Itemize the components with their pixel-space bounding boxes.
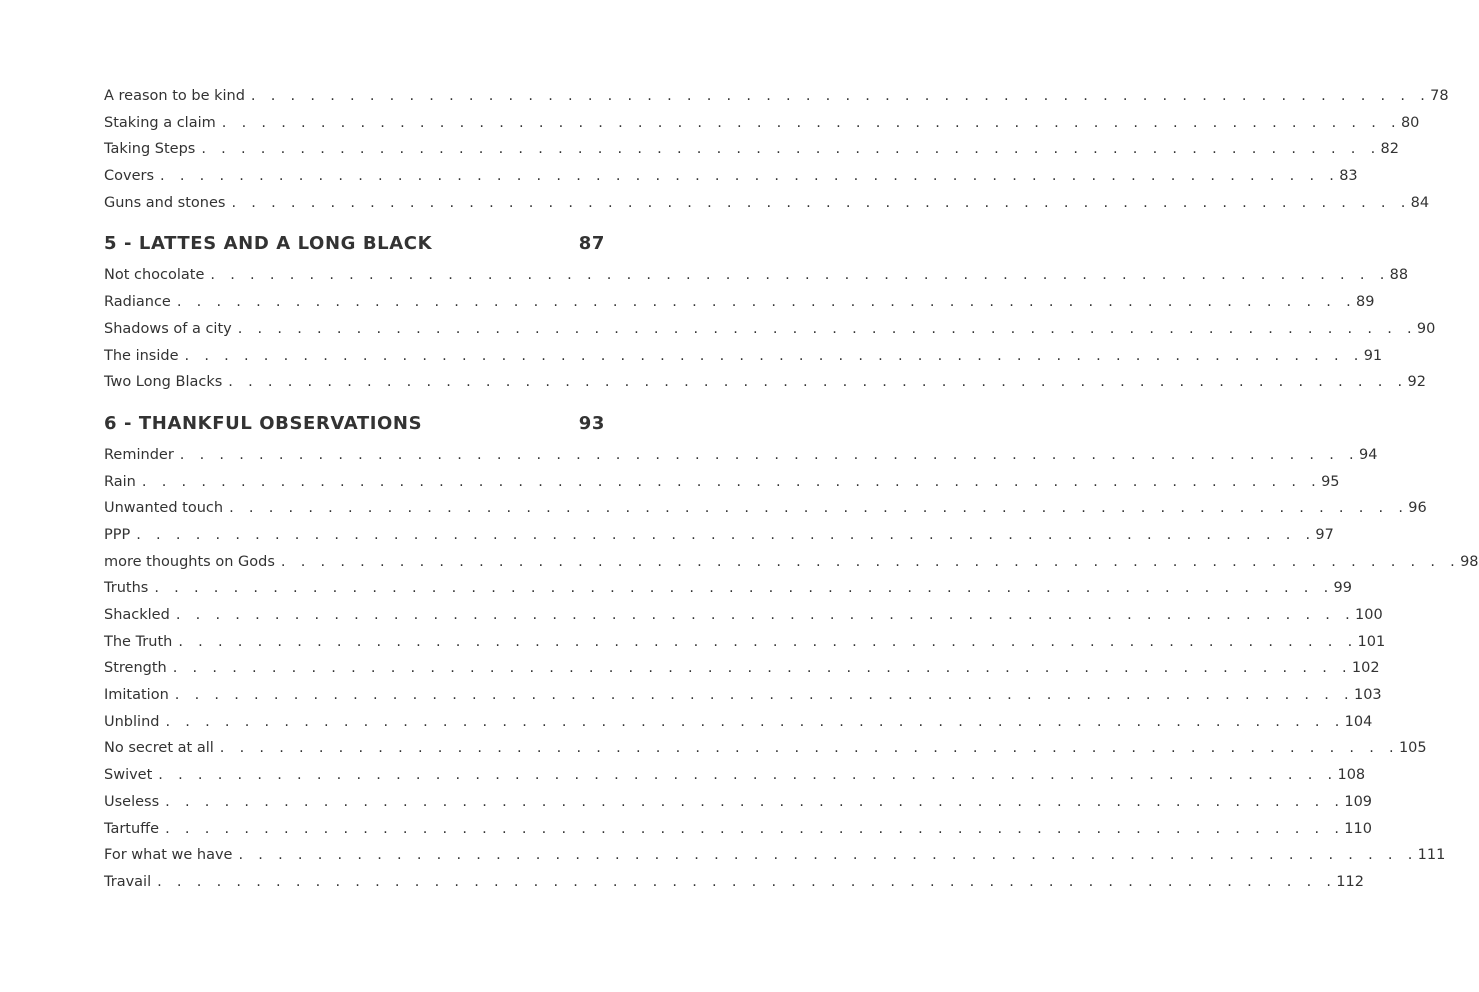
toc-entry-title: No secret at all: [104, 735, 220, 762]
dot-leader: . . . . . . . . . . . . . . . . . . . . . . . . . . . . . . . . . . . . . . . . . . . . . . . . . . . . . . . . . . . .: [157, 873, 1337, 890]
toc-entry-title: A reason to be kind: [104, 83, 251, 110]
dot-leader: . . . . . . . . . . . . . . . . . . . . . . . . . . . . . . . . . . . . . . . . . . . . . . . . . . . . . . . . . . . .: [174, 687, 1354, 704]
toc-entry[interactable]: [104, 469, 1340, 496]
toc-entry-page-number: 88: [1389, 267, 1409, 284]
toc-entry[interactable]: [104, 762, 1366, 789]
dot-leader: . . . . . . . . . . . . . . . . . . . . . . . . . . . . . . . . . . . . . . . . . . . . . . . . . . . . . . . . . . . .: [229, 500, 1409, 517]
toc-entry-page-number: 105: [1398, 740, 1427, 757]
dot-leader: . . . . . . . . . . . . . . . . . . . . . . . . . . . . . . . . . . . . . . . . . . . . . . . . . . . . . . . . . . . .: [175, 607, 1355, 623]
toc-entry-title: The Truth: [104, 629, 178, 656]
toc-entry-page-number: 108: [1337, 767, 1366, 784]
toc-entry-title: The inside: [104, 343, 185, 370]
toc-entry[interactable]: [104, 343, 1383, 370]
section-page-number: 93: [578, 412, 605, 434]
toc-entry[interactable]: [104, 262, 1409, 289]
toc-entry-title: Shadows of a city: [104, 316, 238, 343]
toc-entry-page-number: 102: [1351, 660, 1380, 677]
toc-entry-title: Rain: [104, 469, 142, 496]
toc-group: [104, 83, 1449, 216]
toc-entry-title: For what we have: [104, 842, 238, 869]
toc-entry-title: Unblind: [104, 709, 165, 736]
dot-leader: . . . . . . . . . . . . . . . . . . . . . . . . . . . . . . . . . . . . . . . . . . . . . . . . . . . . . . . . . . . .: [179, 446, 1359, 463]
toc-entry-page-number: 112: [1336, 873, 1364, 890]
toc-entry-title: Two Long Blacks: [104, 369, 228, 396]
toc-group: [104, 442, 1479, 896]
toc-group: [104, 262, 1436, 395]
dot-leader: . . . . . . . . . . . . . . . . . . . . . . . . . . . . . . . . . . . . . . . . . . . . . . . . . . . . . . . . . . . .: [176, 294, 1357, 311]
dot-leader: . . . . . . . . . . . . . . . . . . . . . . . . . . . . . . . . . . . . . . . . . . . . . . . . . . . . . . . . . . . .: [136, 526, 1316, 543]
toc-entry-page-number: 80: [1400, 114, 1420, 131]
toc-entry-page-number: 95: [1321, 473, 1340, 490]
toc-entry[interactable]: [104, 789, 1373, 816]
dot-leader: . . . . . . . . . . . . . . . . . . . . . . . . . . . . . . . . . . . . . . . . . . . . . . . . . . . . . . . . . . . .: [219, 740, 1399, 757]
toc-entry-title: Guns and stones: [104, 190, 231, 217]
toc-entry-title: Imitation: [104, 682, 175, 709]
toc-entry-page-number: 82: [1380, 141, 1399, 158]
toc-entry[interactable]: [104, 549, 1479, 576]
dot-leader: . . . . . . . . . . . . . . . . . . . . . . . . . . . . . . . . . . . . . . . . . . . . . . . . . . . . . . . . . . . .: [238, 847, 1418, 864]
toc-entry[interactable]: [104, 682, 1382, 709]
toc-entry[interactable]: [104, 575, 1352, 602]
toc-entry-title: Radiance: [104, 289, 177, 316]
dot-leader: . . . . . . . . . . . . . . . . . . . . . . . . . . . . . . . . . . . . . . . . . . . . . . . . . . . . . . . . . . . .: [280, 553, 1461, 570]
toc-entry[interactable]: [104, 163, 1358, 190]
toc-entry[interactable]: [104, 316, 1436, 343]
toc-entry-title: Not chocolate: [104, 262, 210, 289]
toc-entry[interactable]: [104, 136, 1399, 163]
dot-leader: . . . . . . . . . . . . . . . . . . . . . . . . . . . . . . . . . . . . . . . . . . . . . . . . . . . . . . . . . . . .: [178, 633, 1358, 650]
dot-leader: . . . . . . . . . . . . . . . . . . . . . . . . . . . . . . . . . . . . . . . . . . . . . . . . . . . . . . . . . . . .: [210, 267, 1390, 284]
toc-entry-page-number: 100: [1355, 607, 1383, 623]
toc-entry-page-number: 110: [1344, 820, 1372, 837]
toc-entry-title: PPP: [104, 522, 136, 549]
toc-entry-title: more thoughts on Gods: [104, 549, 281, 576]
section-heading[interactable]: [104, 406, 605, 442]
toc-entry-title: Swivet: [104, 762, 158, 789]
toc-entry-title: Taking Steps: [104, 136, 201, 163]
toc-entry-page-number: 98: [1460, 553, 1479, 570]
toc-entry-page-number: 90: [1416, 320, 1436, 337]
toc-entry[interactable]: [104, 190, 1430, 217]
toc-entry[interactable]: [104, 655, 1380, 682]
dot-leader: . . . . . . . . . . . . . . . . . . . . . . . . . . . . . . . . . . . . . . . . . . . . . . . . . . . . . . . . . . . .: [154, 580, 1334, 597]
toc-entry-title: Unwanted touch: [104, 495, 229, 522]
toc-entry[interactable]: [104, 735, 1427, 762]
dot-leader: . . . . . . . . . . . . . . . . . . . . . . . . . . . . . . . . . . . . . . . . . . . . . . . . . . . . . . . . . . . .: [165, 793, 1345, 810]
toc-entry[interactable]: [104, 83, 1449, 110]
toc-entry-title: Useless: [104, 789, 165, 816]
table-of-contents: [104, 83, 1479, 896]
dot-leader: . . . . . . . . . . . . . . . . . . . . . . . . . . . . . . . . . . . . . . . . . . . . . . . . . . . . . . . . . . . .: [221, 114, 1401, 131]
dot-leader: . . . . . . . . . . . . . . . . . . . . . . . . . . . . . . . . . . . . . . . . . . . . . . . . . . . . . . . . . . . .: [160, 168, 1340, 185]
toc-entry[interactable]: [104, 629, 1386, 656]
toc-entry[interactable]: [104, 816, 1372, 843]
toc-entry-page-number: 84: [1410, 194, 1430, 211]
dot-leader: . . . . . . . . . . . . . . . . . . . . . . . . . . . . . . . . . . . . . . . . . . . . . . . . . . . . . . . . . . . .: [237, 320, 1417, 337]
toc-entry[interactable]: [104, 442, 1378, 469]
toc-entry-page-number: 111: [1417, 847, 1446, 864]
toc-entry[interactable]: [104, 369, 1426, 396]
dot-leader: . . . . . . . . . . . . . . . . . . . . . . . . . . . . . . . . . . . . . . . . . . . . . . . . . . . . . . . . . . . .: [228, 374, 1408, 391]
dot-leader: . . . . . . . . . . . . . . . . . . . . . . . . . . . . . . . . . . . . . . . . . . . . . . . . . . . . . . . . . . . .: [250, 88, 1431, 104]
dot-leader: . . . . . . . . . . . . . . . . . . . . . . . . . . . . . . . . . . . . . . . . . . . . . . . . . . . . . . . . . . . .: [201, 141, 1381, 158]
toc-entry-page-number: 103: [1353, 687, 1382, 704]
toc-entry-page-number: 83: [1339, 168, 1358, 185]
section-page-number: 87: [578, 233, 605, 255]
toc-entry[interactable]: [104, 869, 1364, 896]
toc-entry[interactable]: [104, 289, 1375, 316]
toc-entry[interactable]: [104, 842, 1446, 869]
toc-entry-page-number: 104: [1344, 713, 1373, 730]
dot-leader: . . . . . . . . . . . . . . . . . . . . . . . . . . . . . . . . . . . . . . . . . . . . . . . . . . . . . . . . . . . .: [172, 660, 1352, 677]
toc-entry[interactable]: [104, 110, 1420, 137]
dot-leader: . . . . . . . . . . . . . . . . . . . . . . . . . . . . . . . . . . . . . . . . . . . . . . . . . . . . . . . . . . . .: [158, 767, 1338, 784]
toc-entry-page-number: 101: [1357, 633, 1386, 650]
section-title: 5 - LATTES AND A LONG BLACK: [104, 233, 433, 255]
toc-entry-page-number: 91: [1363, 347, 1383, 364]
dot-leader: . . . . . . . . . . . . . . . . . . . . . . . . . . . . . . . . . . . . . . . . . . . . . . . . . . . . . . . . . . . .: [165, 713, 1345, 730]
toc-entry-title: Staking a claim: [104, 110, 222, 137]
dot-leader: . . . . . . . . . . . . . . . . . . . . . . . . . . . . . . . . . . . . . . . . . . . . . . . . . . . . . . . . . . . .: [165, 820, 1345, 837]
toc-entry[interactable]: [104, 602, 1383, 629]
toc-entry-page-number: 92: [1407, 374, 1426, 391]
toc-entry[interactable]: [104, 495, 1427, 522]
toc-entry-title: Strength: [104, 655, 173, 682]
toc-entry-title: Travail: [104, 869, 157, 896]
section-title: 6 - THANKFUL OBSERVATIONS: [104, 412, 423, 434]
toc-entry-title: Covers: [104, 163, 160, 190]
toc-entry-page-number: 97: [1315, 526, 1334, 543]
toc-entry[interactable]: [104, 522, 1334, 549]
toc-entry-page-number: 109: [1344, 793, 1373, 810]
toc-entry-title: Tartuffe: [104, 816, 165, 843]
toc-entry-page-number: 78: [1430, 88, 1449, 104]
toc-entry-title: Truths: [104, 575, 154, 602]
dot-leader: . . . . . . . . . . . . . . . . . . . . . . . . . . . . . . . . . . . . . . . . . . . . . . . . . . . . . . . . . . . .: [184, 347, 1364, 364]
toc-entry-title: Shackled: [104, 602, 176, 629]
toc-entry-title: Reminder: [104, 442, 180, 469]
toc-entry-page-number: 94: [1358, 446, 1378, 463]
dot-leader: . . . . . . . . . . . . . . . . . . . . . . . . . . . . . . . . . . . . . . . . . . . . . . . . . . . . . . . . . . . .: [141, 473, 1322, 490]
section-heading[interactable]: [104, 226, 605, 262]
toc-entry-page-number: 96: [1408, 500, 1427, 517]
dot-leader: . . . . . . . . . . . . . . . . . . . . . . . . . . . . . . . . . . . . . . . . . . . . . . . . . . . . . . . . . . . .: [231, 194, 1411, 211]
toc-entry-page-number: 89: [1356, 294, 1375, 311]
toc-entry[interactable]: [104, 709, 1373, 736]
toc-entry-page-number: 99: [1333, 580, 1352, 597]
